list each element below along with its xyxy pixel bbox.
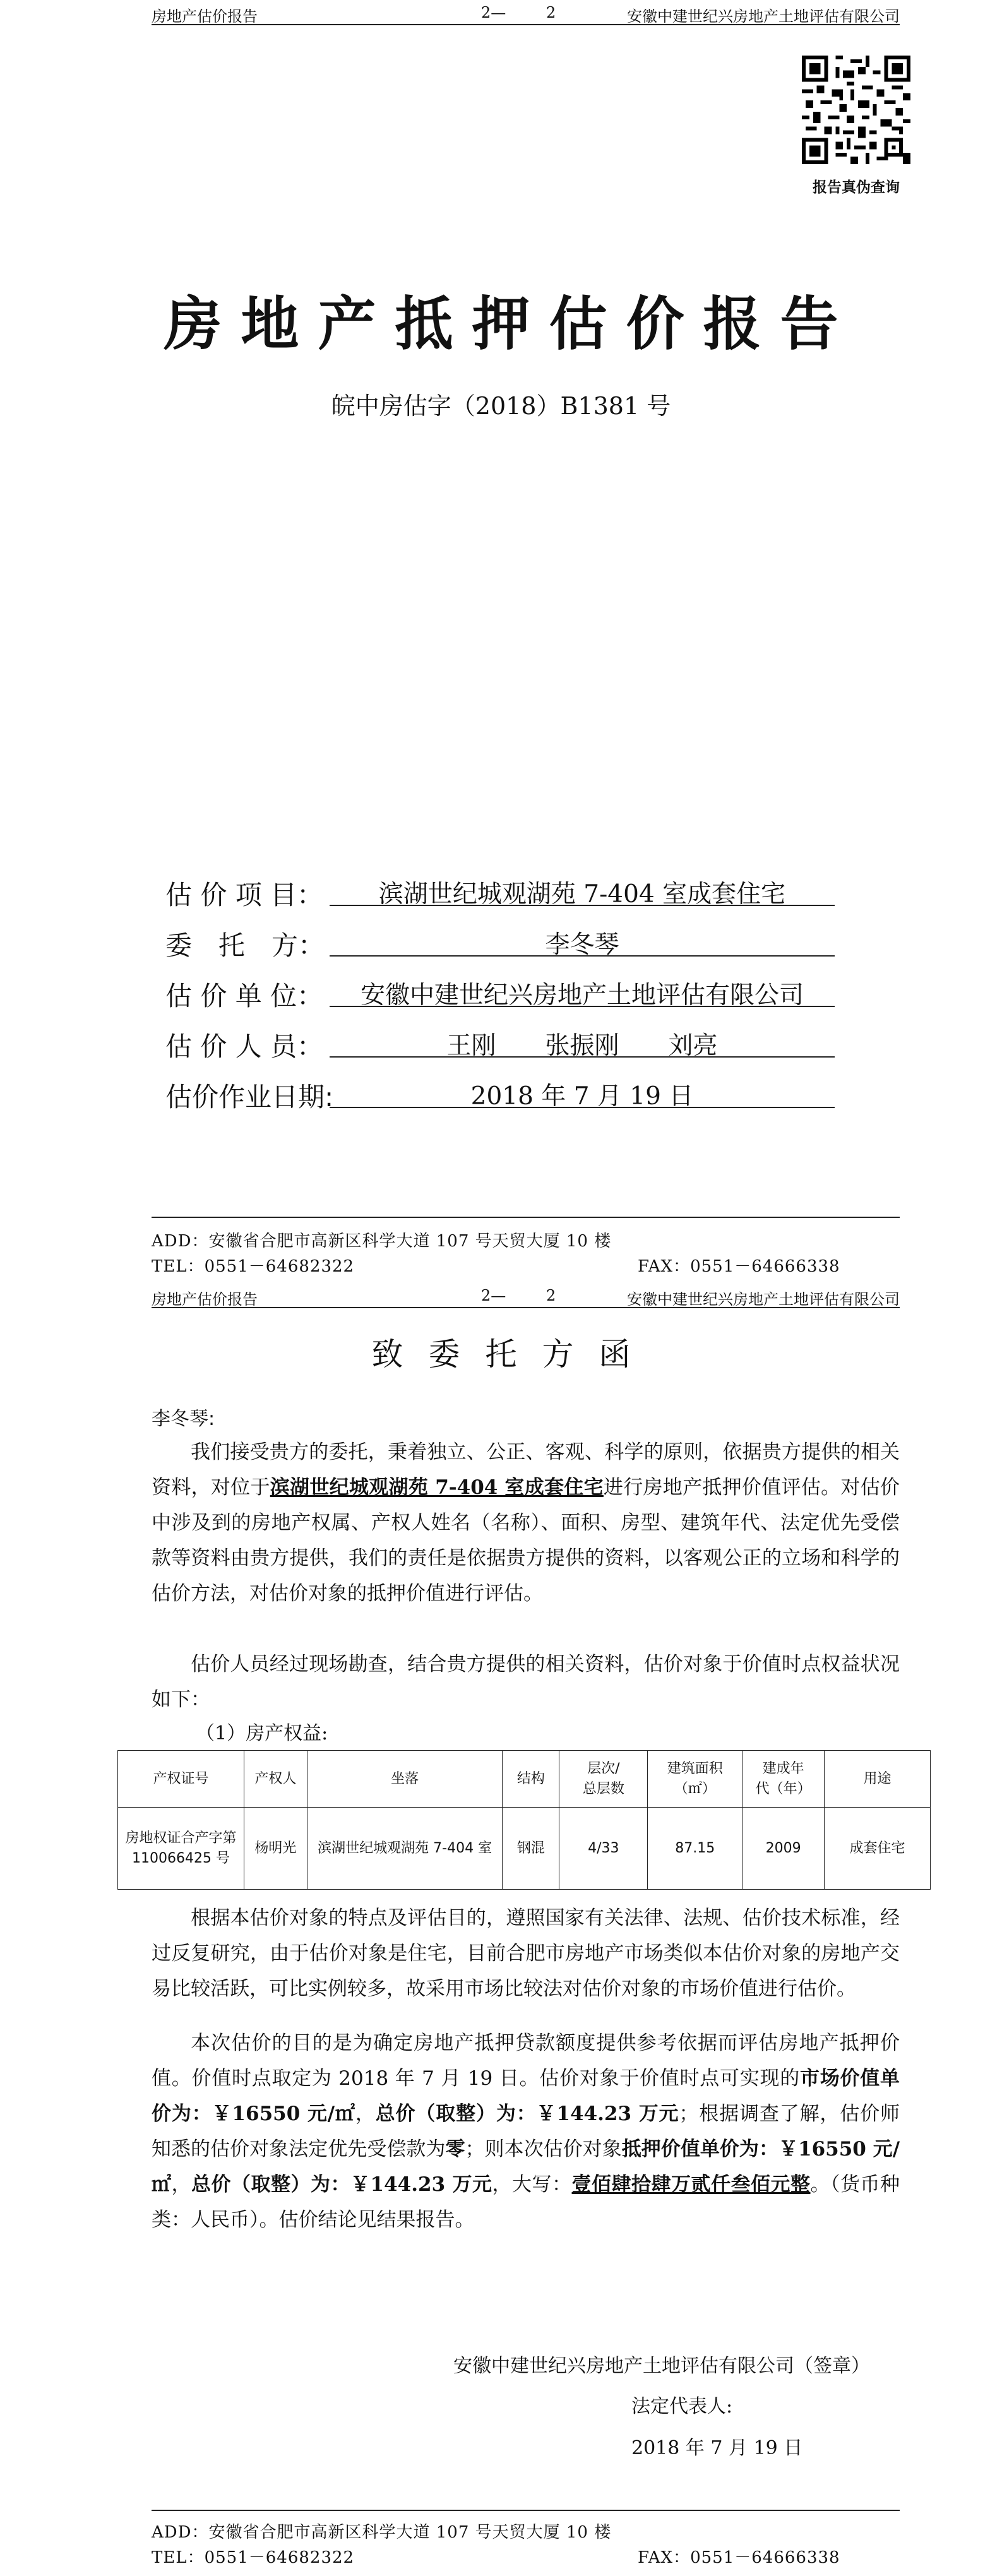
header-page-b: 2	[546, 4, 556, 21]
table-header-row	[118, 1751, 931, 1808]
info-value: 李冬琴	[330, 925, 835, 957]
info-label: 估价作业日期:	[165, 1082, 334, 1112]
salutation: 李冬琴:	[152, 1408, 215, 1430]
amount-in-words: 壹佰肆拾肆万贰仟叁佰元整	[571, 2173, 811, 2196]
table-cell: 滨湖世纪城观湖苑 7-404 室	[307, 1808, 503, 1890]
table-row	[118, 1808, 931, 1890]
footer-divider	[152, 2510, 900, 2511]
rights-heading: （1）房产权益:	[196, 1722, 328, 1744]
running-header	[152, 0, 900, 25]
paragraph-inspection: 估价人员经过现场勘查，结合贵方提供的相关资料，估价对象于价值时点权益状况如下：	[152, 1653, 900, 1711]
mortgage-total-price: 总价（取整）为：￥144.23 万元	[191, 2173, 492, 2196]
table-cell: 钢混	[503, 1808, 559, 1890]
running-header	[152, 1283, 900, 1308]
table-cell: 杨明光	[244, 1808, 307, 1890]
market-unit-price: 市场价值单价为：￥16550 元/㎡	[152, 2067, 900, 2125]
table-header-cell: 产权人	[244, 1751, 307, 1808]
table-cell: 87.15	[648, 1808, 743, 1890]
header-page-b: 2	[546, 1287, 556, 1304]
table-header-cell: 建成年 代（年）	[743, 1751, 825, 1808]
priority-claim: 零	[445, 2138, 465, 2161]
report-number: 皖中房估字（2018）B1381 号	[331, 392, 671, 420]
text-span: ；根据调查了解，估价师知悉的估价对象法定优先受偿款为	[152, 2102, 900, 2161]
qr-code-icon	[802, 56, 910, 164]
table-header-cell: 结构	[503, 1751, 559, 1808]
info-value: 2018 年 7 月 19 日	[330, 1076, 835, 1108]
table-cell: 成套住宅	[825, 1808, 931, 1890]
footer-tel: TEL：0551－64682322	[152, 2548, 355, 2567]
text-span: ，大写：	[492, 2173, 572, 2196]
text-span: 本次估价的目的是为确定房地产抵押贷款额度提供参考依据而评估房地产抵押价值。价值时点取定为 2018 年 7 月 19 日。估价对象于价值时点可实现的	[152, 2032, 900, 2090]
signature-legal-rep: 法定代表人:	[631, 2395, 733, 2418]
info-value: 滨湖世纪城观湖苑 7-404 室成套住宅	[330, 874, 835, 906]
footer-address: ADD：安徽省合肥市高新区科学大道 107 号天贸大厦 10 楼	[152, 2523, 612, 2542]
info-label: 委 托 方：	[165, 930, 325, 961]
table-header-cell: 用途	[825, 1751, 931, 1808]
property-rights-table	[117, 1750, 931, 1890]
paragraph-method: 根据本估价对象的特点及评估目的，遵照国家有关法律、法规、估价技术标准，经过反复研究，由于估价对象是住宅，目前合肥市房地产市场类似本估价对象的房地产交易比较活跃，可比实例较多，故采用市场比较法对估价对象的市场价值进行估价。	[152, 1907, 900, 2000]
text-span: ，	[171, 2173, 192, 2196]
table-cell: 4/33	[559, 1808, 648, 1890]
text-span: 进行房地产抵押价值评估。对估价中涉及到的房地产权属、产权人姓名（名称）、面积、房型、建筑年代、法定优先受偿款等资料由贵方提供，我们的责任是依据贵方提供的资料，以客观公正的立场和科学的估价方法，对估价对象的抵押价值进行评估。	[152, 1476, 900, 1605]
info-value: 安徽中建世纪兴房地产土地评估有限公司	[330, 975, 835, 1007]
cover-title: 房地产抵押估价报告	[164, 290, 857, 358]
table-header-cell: 坐落	[307, 1751, 503, 1808]
info-value: 王刚 张振刚 刘亮	[330, 1026, 835, 1058]
property-name: 滨湖世纪城观湖苑 7-404 室成套住宅	[270, 1476, 604, 1499]
signature-company: 安徽中建世纪兴房地产土地评估有限公司（签章）	[453, 2355, 870, 2377]
footer-fax: FAX：0551－64666338	[638, 2548, 840, 2567]
signature-date: 2018 年 7 月 19 日	[631, 2437, 803, 2459]
header-report-name: 房地产估价报告	[152, 1291, 258, 1308]
market-total-price: 总价（取整）为：￥144.23 万元	[375, 2102, 679, 2125]
table-header-cell: 建筑面积 （㎡）	[648, 1751, 743, 1808]
footer-divider	[152, 1217, 900, 1218]
qr-caption: 报告真伪查询	[813, 179, 900, 196]
mortgage-unit-price: 抵押价值单价为：￥16550 元/㎡	[152, 2138, 900, 2196]
info-label: 估 价 人 员：	[165, 1031, 324, 1062]
header-page-a: 2—	[481, 1287, 506, 1304]
letter-title: 致委托方函	[371, 1336, 656, 1373]
text-span: 。（货币种类：人民币）。估价结论见结果报告。	[152, 2173, 900, 2231]
header-page-a: 2—	[481, 4, 506, 21]
text-span: ；则本次估价对象	[465, 2138, 622, 2161]
footer-fax: FAX：0551－64666338	[638, 1257, 840, 1276]
paragraph-conclusion	[152, 2025, 900, 2238]
text-span: 我们接受贵方的委托，秉着独立、公正、客观、科学的原则，依据贵方提供的相关资料，对位于	[152, 1441, 900, 1499]
footer-address: ADD：安徽省合肥市高新区科学大道 107 号天贸大厦 10 楼	[152, 1232, 612, 1251]
footer-tel: TEL：0551－64682322	[152, 1257, 355, 1276]
paragraph-engagement	[152, 1434, 900, 1611]
table-cell: 房地权证合产字第 110066425 号	[118, 1808, 244, 1890]
header-report-name: 房地产估价报告	[152, 8, 258, 25]
table-cell: 2009	[743, 1808, 825, 1890]
info-label: 估 价 项 目：	[165, 880, 324, 910]
table-header-cell: 产权证号	[118, 1751, 244, 1808]
info-label: 估 价 单 位：	[165, 981, 324, 1011]
text-span: ，	[355, 2102, 376, 2125]
header-company: 安徽中建世纪兴房地产土地评估有限公司	[627, 1291, 900, 1308]
table-header-cell: 层次/ 总层数	[559, 1751, 648, 1808]
header-company: 安徽中建世纪兴房地产土地评估有限公司	[627, 8, 900, 25]
